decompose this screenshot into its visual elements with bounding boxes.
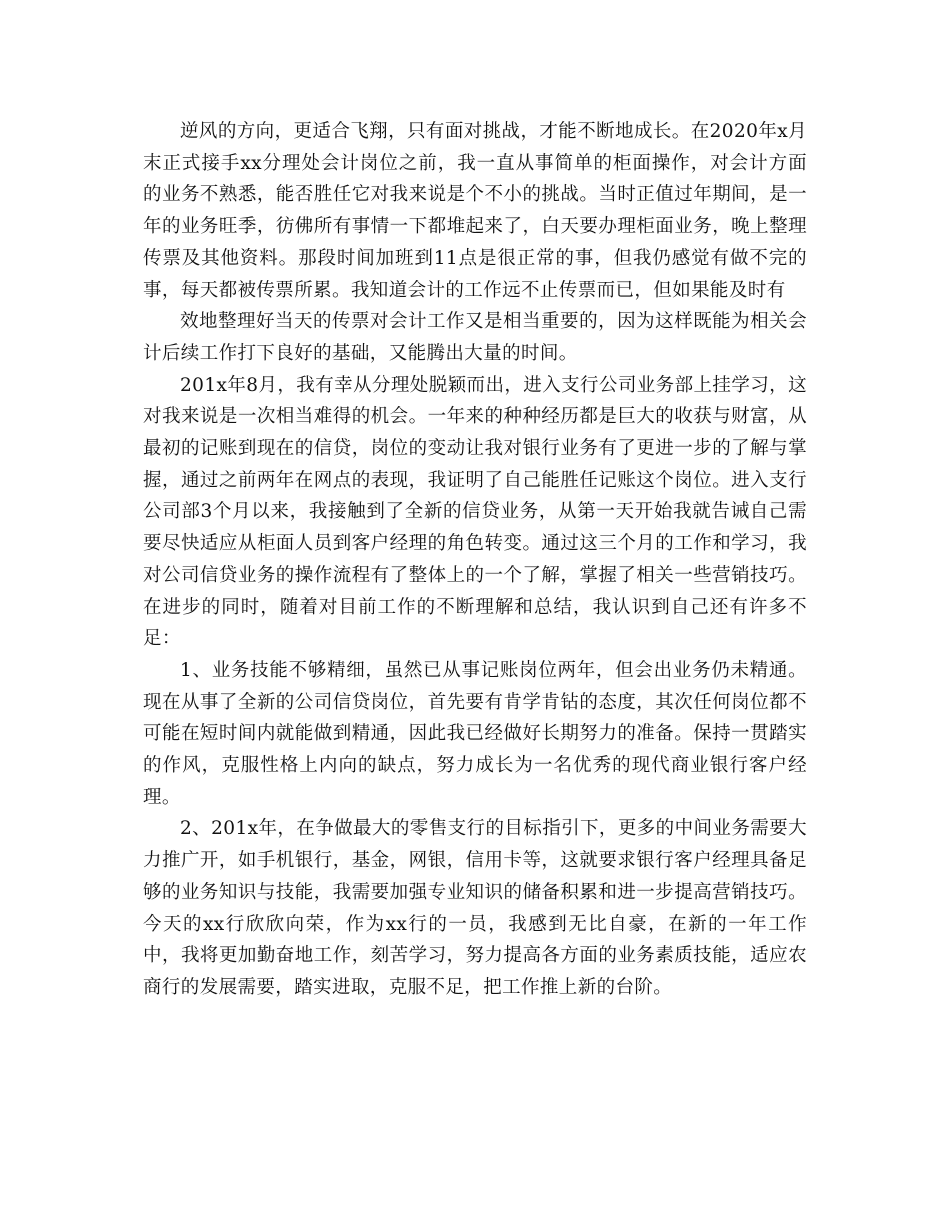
- paragraph-2: 效地整理好当天的传票对会计工作又是相当重要的，因为这样既能为相关会计后续工作打下良好的基础，又能腾出大量的时间。: [143, 311, 807, 364]
- paragraph-5: 2、201x年，在争做最大的零售支行的目标指引下，更多的中间业务需要大力推广开，如手机银行，基金，网银，信用卡等，这就要求银行客户经理具备足够的业务知识与技能，我需要加强专业知识的储备积累和进一步提高营销技巧。今天的xx行欣欣向荣，作为xx行的一员，我感到无比自豪，在新的一年工作中，我将更加勤奋地工作，刻苦学习，努力提高各方面的业务素质技能，适应农商行的发展需要，踏实进取，克服不足，把工作推上新的台阶。: [143, 818, 807, 998]
- paragraph-1: 逆风的方向，更适合飞翔，只有面对挑战，才能不断地成长。在2020年x月末正式接手xx分理处会计岗位之前，我一直从事简单的柜面操作，对会计方面的业务不熟悉，能否胜任它对我来说是个不小的挑战。当时正值过年期间，是一年的业务旺季，彷佛所有事情一下都堆起来了，白天要办理柜面业务，晚上整理传票及其他资料。那段时间加班到11点是很正常的事，但我仍感觉有做不完的事，每天都被传票所累。我知道会计的工作远不止传票而已，但如果能及时有: [143, 121, 807, 301]
- document-body: [143, 116, 807, 1004]
- paragraph-3: 201x年8月，我有幸从分理处脱颖而出，进入支行公司业务部上挂学习，这对我来说是一次相当难得的机会。一年来的种种经历都是巨大的收获与财富，从最初的记账到现在的信贷，岗位的变动让我对银行业务有了更进一步的了解与掌握，通过之前两年在网点的表现，我证明了自己能胜任记账这个岗位。进入支行公司部3个月以来，我接触到了全新的信贷业务，从第一天开始我就告诫自己需要尽快适应从柜面人员到客户经理的角色转变。通过这三个月的工作和学习，我对公司信贷业务的操作流程有了整体上的一个了解，掌握了相关一些营销技巧。在进步的同时，随着对目前工作的不断理解和总结，我认识到自己还有许多不足：: [143, 374, 807, 650]
- paragraph-4: 1、业务技能不够精细，虽然已从事记账岗位两年，但会出业务仍未精通。现在从事了全新的公司信贷岗位，首先要有肯学肯钻的态度，其次任何岗位都不可能在短时间内就能做到精通，因此我已经做好长期努力的准备。保持一贯踏实的作风，克服性格上内向的缺点，努力成长为一名优秀的现代商业银行客户经理。: [143, 659, 807, 808]
